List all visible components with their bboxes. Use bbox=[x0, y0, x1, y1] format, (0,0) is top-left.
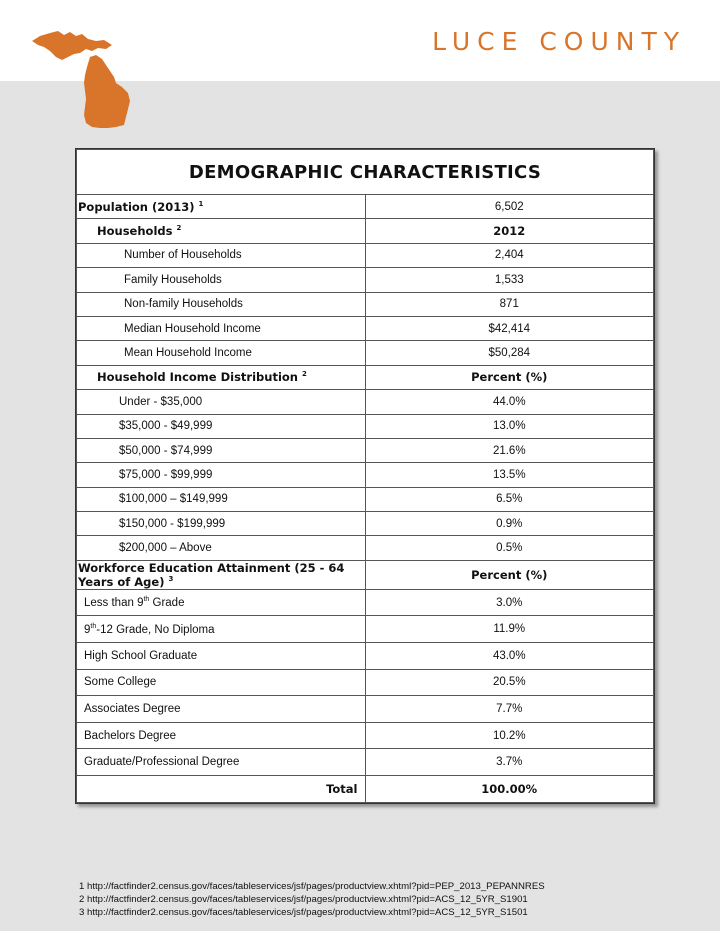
table-row: Population (2013) $^1$ 6,502 bbox=[77, 195, 654, 219]
table-row: Some College 20.5% bbox=[77, 669, 654, 696]
table-row: $100,000 – $149,999 6.5% bbox=[77, 487, 654, 511]
table-row: 9th-12 Grade, No Diploma 11.9% bbox=[77, 616, 654, 643]
county-title: LUCE COUNTY bbox=[432, 27, 686, 56]
table-row: Median Household Income $42,414 bbox=[77, 316, 654, 340]
demographics-table bbox=[75, 148, 655, 804]
total-row bbox=[77, 776, 654, 803]
table-row: $200,000 – Above 0.5% bbox=[77, 536, 654, 560]
table-row: Family Households 1,533 bbox=[77, 268, 654, 292]
table-row: Household Income Distribution $^2$ Percent (%) bbox=[77, 365, 654, 389]
table-row: Less than 9th Grade 3.0% bbox=[77, 589, 654, 616]
population-value: 6,502 bbox=[365, 195, 654, 219]
education-percent-header: Percent (%) bbox=[365, 560, 654, 589]
income-distribution-label: Household Income Distribution bbox=[97, 370, 298, 385]
table-row: Non-family Households 871 bbox=[77, 292, 654, 316]
table-row: $150,000 - $199,999 0.9% bbox=[77, 512, 654, 536]
income-percent-header: Percent (%) bbox=[365, 365, 654, 389]
households-label: Households bbox=[97, 224, 173, 239]
footnote-2: 2 http://factfinder2.census.gov/faces/tableservices/jsf/pages/productview.xhtml?pid=ACS_12_5YR_S1901 bbox=[79, 894, 528, 905]
table-row: Mean Household Income $50,284 bbox=[77, 341, 654, 365]
households-year: 2012 bbox=[365, 219, 654, 243]
total-value: 100.00% bbox=[365, 776, 654, 803]
footnotes bbox=[79, 880, 545, 919]
table-title: DEMOGRAPHIC CHARACTERISTICS bbox=[77, 150, 654, 195]
table-row: Households $^2$ 2012 bbox=[77, 219, 654, 243]
table-row: $50,000 - $74,999 21.6% bbox=[77, 438, 654, 462]
table-row: Bachelors Degree 10.2% bbox=[77, 722, 654, 749]
footnote-1: 1 http://factfinder2.census.gov/faces/tableservices/jsf/pages/productview.xhtml?pid=PEP_2013_PEPANNRES bbox=[79, 881, 545, 892]
page-header bbox=[0, 0, 720, 81]
education-label: Workforce Education Attainment (25 - 64 Years of Age) bbox=[78, 560, 345, 589]
table-row: $35,000 - $49,999 13.0% bbox=[77, 414, 654, 438]
table-row: Under - $35,000 44.0% bbox=[77, 390, 654, 414]
total-label: Total bbox=[77, 776, 366, 803]
table-row: Number of Households 2,404 bbox=[77, 243, 654, 267]
table-row: High School Graduate 43.0% bbox=[77, 643, 654, 670]
michigan-map-icon bbox=[30, 27, 134, 129]
table-row: Associates Degree 7.7% bbox=[77, 696, 654, 723]
table-row: Workforce Education Attainment (25 - 64 Years of Age) $^3$ Percent (%) bbox=[77, 560, 654, 589]
footnote-3: 3 http://factfinder2.census.gov/faces/tableservices/jsf/pages/productview.xhtml?pid=ACS_12_5YR_S1501 bbox=[79, 907, 528, 918]
population-label: Population (2013) bbox=[78, 199, 195, 214]
table-row: Graduate/Professional Degree 3.7% bbox=[77, 749, 654, 776]
table-row: $75,000 - $99,999 13.5% bbox=[77, 463, 654, 487]
